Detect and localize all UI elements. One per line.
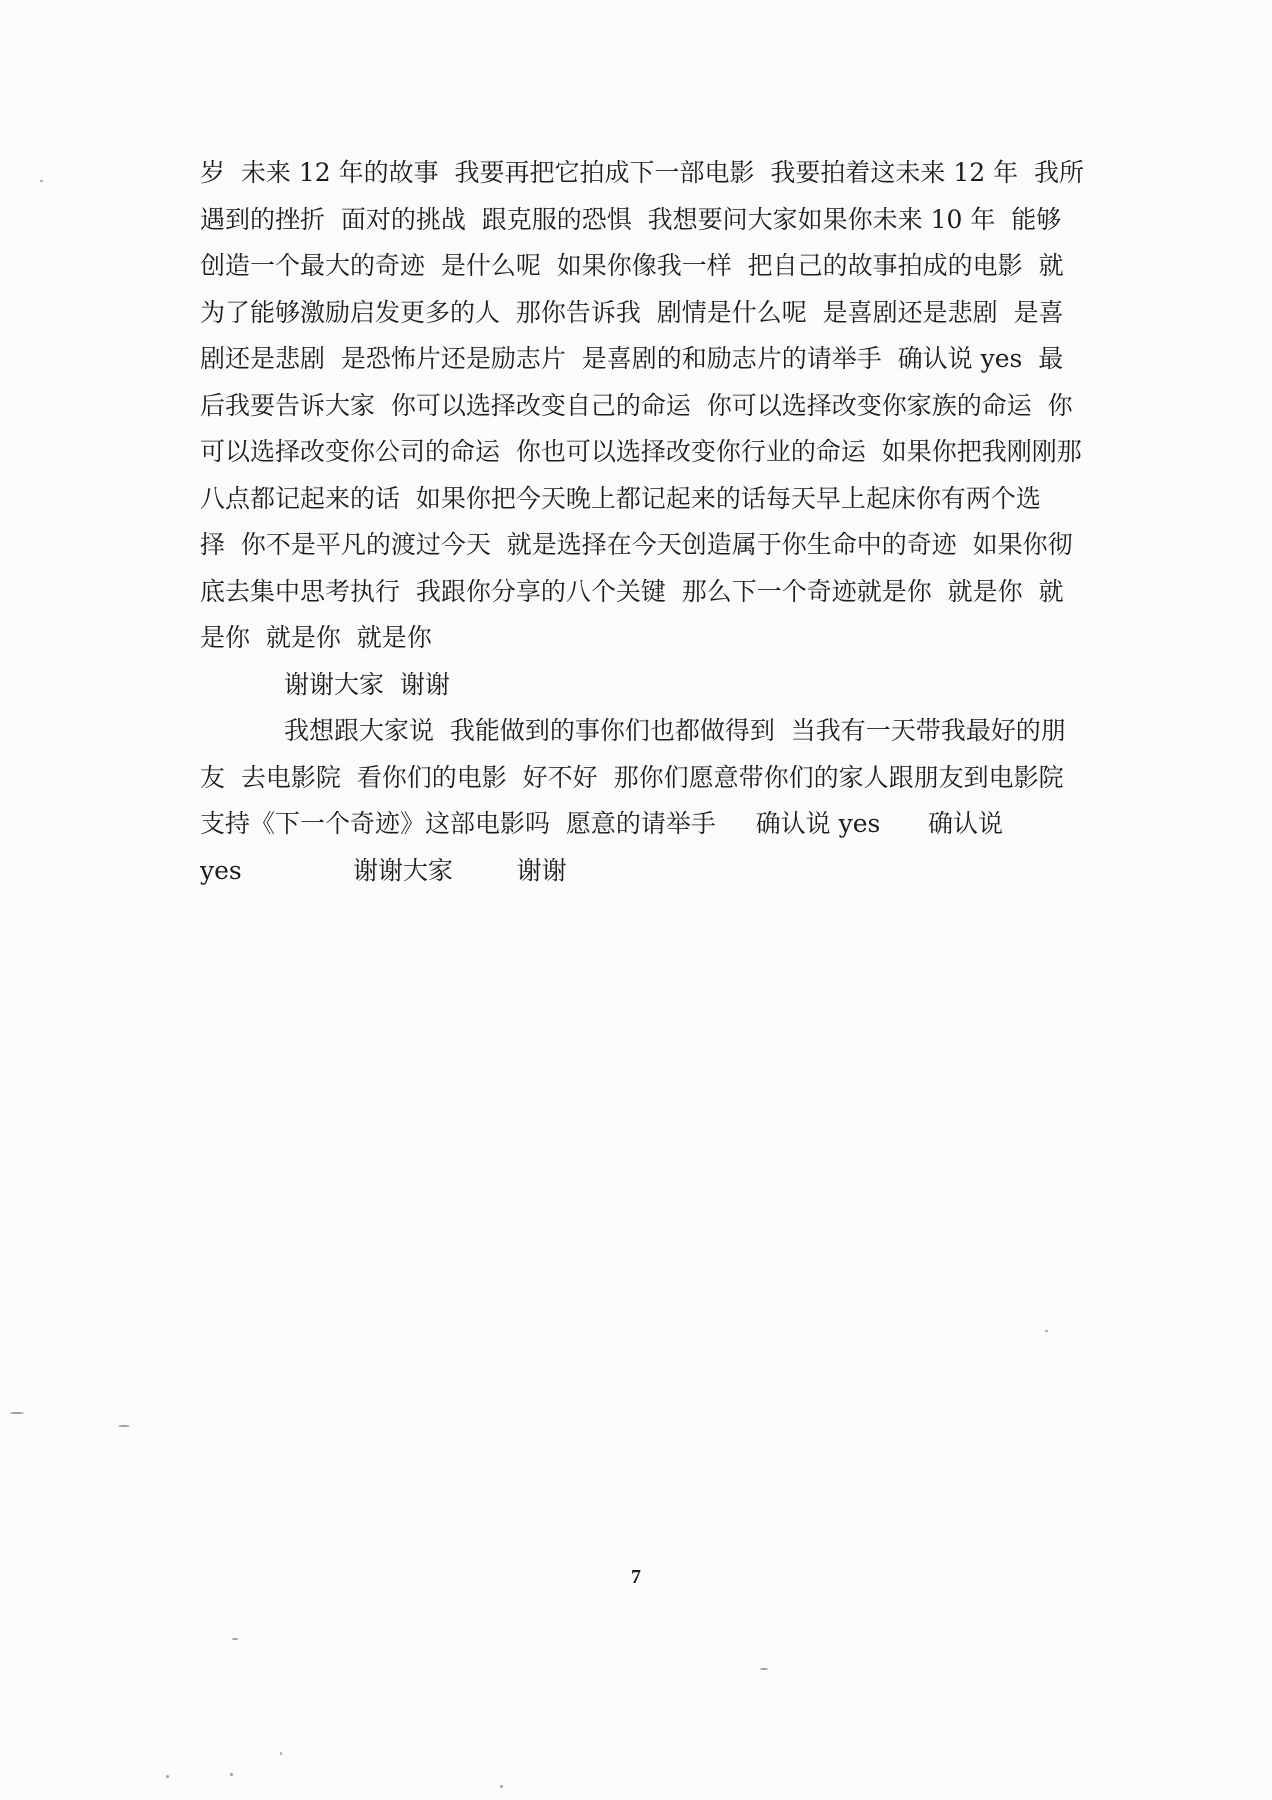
scan-speck [1045,1330,1048,1332]
text-line: 创造一个最大的奇迹 是什么呢 如果你像我一样 把自己的故事拍成的电影 就 [200,251,1064,280]
scan-speck [280,1752,282,1755]
text-line: 八点都记起来的话 如果你把今天晚上都记起来的话每天早上起床你有两个选 [200,483,1041,513]
scan-speck [232,1638,238,1640]
text-line: 可以选择改变你公司的命运 你也可以选择改变你行业的命运 如果你把我刚刚那 [200,437,1082,466]
body-text [200,150,1180,894]
text-line: 底去集中思考执行 我跟你分享的八个关键 那么下一个奇迹就是你 就是你 就 [200,576,1064,606]
scan-speck [166,1775,169,1778]
scan-speck [500,1785,503,1788]
text-line: 友 去电影院 看你们的电影 好不好 那你们愿意带你们的家人跟朋友到电影院 [200,762,1064,792]
text-line: 是你 就是你 就是你 [200,623,432,652]
text-line: 为了能够激励启发更多的人 那你告诉我 剧情是什么呢 是喜剧还是悲剧 是喜 [200,297,1064,327]
scan-speck [230,1773,233,1776]
text-line: 我想跟大家说 我能做到的事你们也都做得到 当我有一天带我最好的朋 [284,716,1066,745]
scan-speck [10,1412,24,1414]
scan-speck [40,180,43,182]
text-line: 支持《下一个奇迹》这部电影吗 愿意的请举手 确认说 yes 确认说 [200,809,1004,838]
text-line: yes 谢谢大家 谢谢 [200,855,567,885]
scan-speck [118,1425,130,1427]
text-line: 谢谢大家 谢谢 [284,669,450,699]
text-line: 剧还是悲剧 是恐怖片还是励志片 是喜剧的和励志片的请举手 确认说 yes 最 [200,344,1064,373]
scan-speck [760,1668,768,1670]
text-line: 后我要告诉大家 你可以选择改变自己的命运 你可以选择改变你家族的命运 你 [200,390,1073,420]
text-line: 择 你不是平凡的渡过今天 就是选择在今天创造属于你生命中的奇迹 如果你彻 [200,530,1073,559]
text-line: 岁 未来 12 年的故事 我要再把它拍成下一部电影 我要拍着这未来 12 年 我所 [200,158,1084,187]
text-line: 遇到的挫折 面对的挑战 跟克服的恐惧 我想要问大家如果你未来 10 年 能够 [200,204,1062,234]
page-number: 7 [631,1566,641,1588]
